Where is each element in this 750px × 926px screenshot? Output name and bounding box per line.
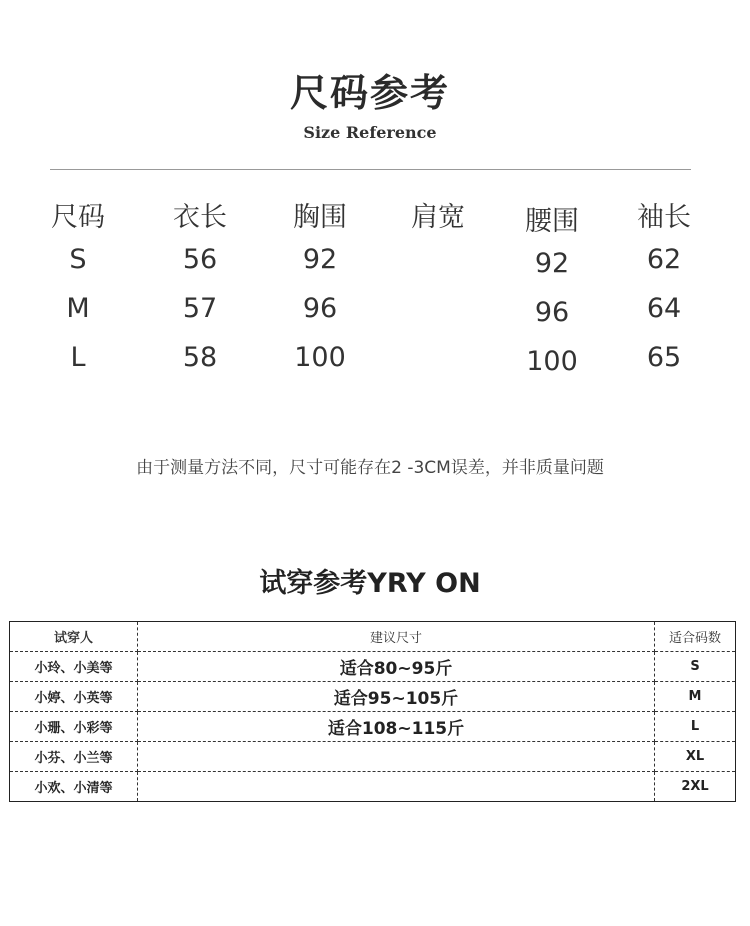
header-cell-size: 尺码 <box>51 202 105 233</box>
try-on-row <box>10 682 736 712</box>
tester-cell: 小珊、小彩等 <box>10 712 138 742</box>
tester-cell: 小欢、小清等 <box>10 772 138 802</box>
try-on-row <box>10 772 736 802</box>
size-reference-table <box>18 195 738 391</box>
header-cell-length: 衣长 <box>173 202 227 233</box>
try-on-table <box>9 621 736 802</box>
header-cell-chest: 胸围 <box>293 202 347 233</box>
divider <box>50 169 691 170</box>
size-cell: S <box>69 244 87 275</box>
size-cell: M <box>66 293 90 324</box>
size-table-row <box>18 293 738 342</box>
waist-cell: 96 <box>534 297 570 328</box>
length-cell: 57 <box>182 293 218 324</box>
try-on-row <box>10 712 736 742</box>
recommended-cell <box>138 742 655 772</box>
header-cell-fit-size: 适合码数 <box>655 622 736 652</box>
try-on-row <box>10 742 736 772</box>
header-cell-waist: 腰围 <box>525 206 579 237</box>
size-table-row <box>18 244 738 293</box>
fit-size-cell: L <box>655 712 736 742</box>
page-subtitle: Size Reference <box>303 123 437 142</box>
chest-cell: 100 <box>294 342 346 373</box>
waist-cell: 100 <box>526 346 578 377</box>
size-table-row <box>18 342 738 391</box>
try-on-header-row <box>10 622 736 652</box>
tester-cell: 小婷、小英等 <box>10 682 138 712</box>
fit-size-cell: S <box>655 652 736 682</box>
length-cell: 56 <box>182 244 218 275</box>
header-cell-sleeve: 袖长 <box>637 202 691 233</box>
recommended-cell: 适合95~105斤 <box>138 682 655 712</box>
waist-cell: 92 <box>534 248 570 279</box>
sleeve-cell: 65 <box>646 342 682 373</box>
measurement-note: 由于测量方法不同，尺寸可能存在2 -3CM误差，并非质量问题 <box>136 458 604 478</box>
try-on-title: 试穿参考YRY ON <box>259 568 481 599</box>
size-table-header-row <box>18 195 738 244</box>
recommended-cell: 适合80~95斤 <box>138 652 655 682</box>
header-cell-tester: 试穿人 <box>10 622 138 652</box>
fit-size-cell: M <box>655 682 736 712</box>
page-title: 尺码参考 <box>289 71 450 115</box>
sleeve-cell: 64 <box>646 293 682 324</box>
sleeve-cell: 62 <box>646 244 682 275</box>
recommended-cell <box>138 772 655 802</box>
recommended-cell: 适合108~115斤 <box>138 712 655 742</box>
try-on-row <box>10 652 736 682</box>
length-cell: 58 <box>182 342 218 373</box>
tester-cell: 小玲、小美等 <box>10 652 138 682</box>
chest-cell: 92 <box>302 244 338 275</box>
tester-cell: 小芬、小兰等 <box>10 742 138 772</box>
fit-size-cell: 2XL <box>655 772 736 802</box>
header-cell-shoulder: 肩宽 <box>411 202 465 233</box>
header-cell-recommended: 建议尺寸 <box>138 622 655 652</box>
fit-size-cell: XL <box>655 742 736 772</box>
chest-cell: 96 <box>302 293 338 324</box>
size-cell: L <box>70 342 86 373</box>
